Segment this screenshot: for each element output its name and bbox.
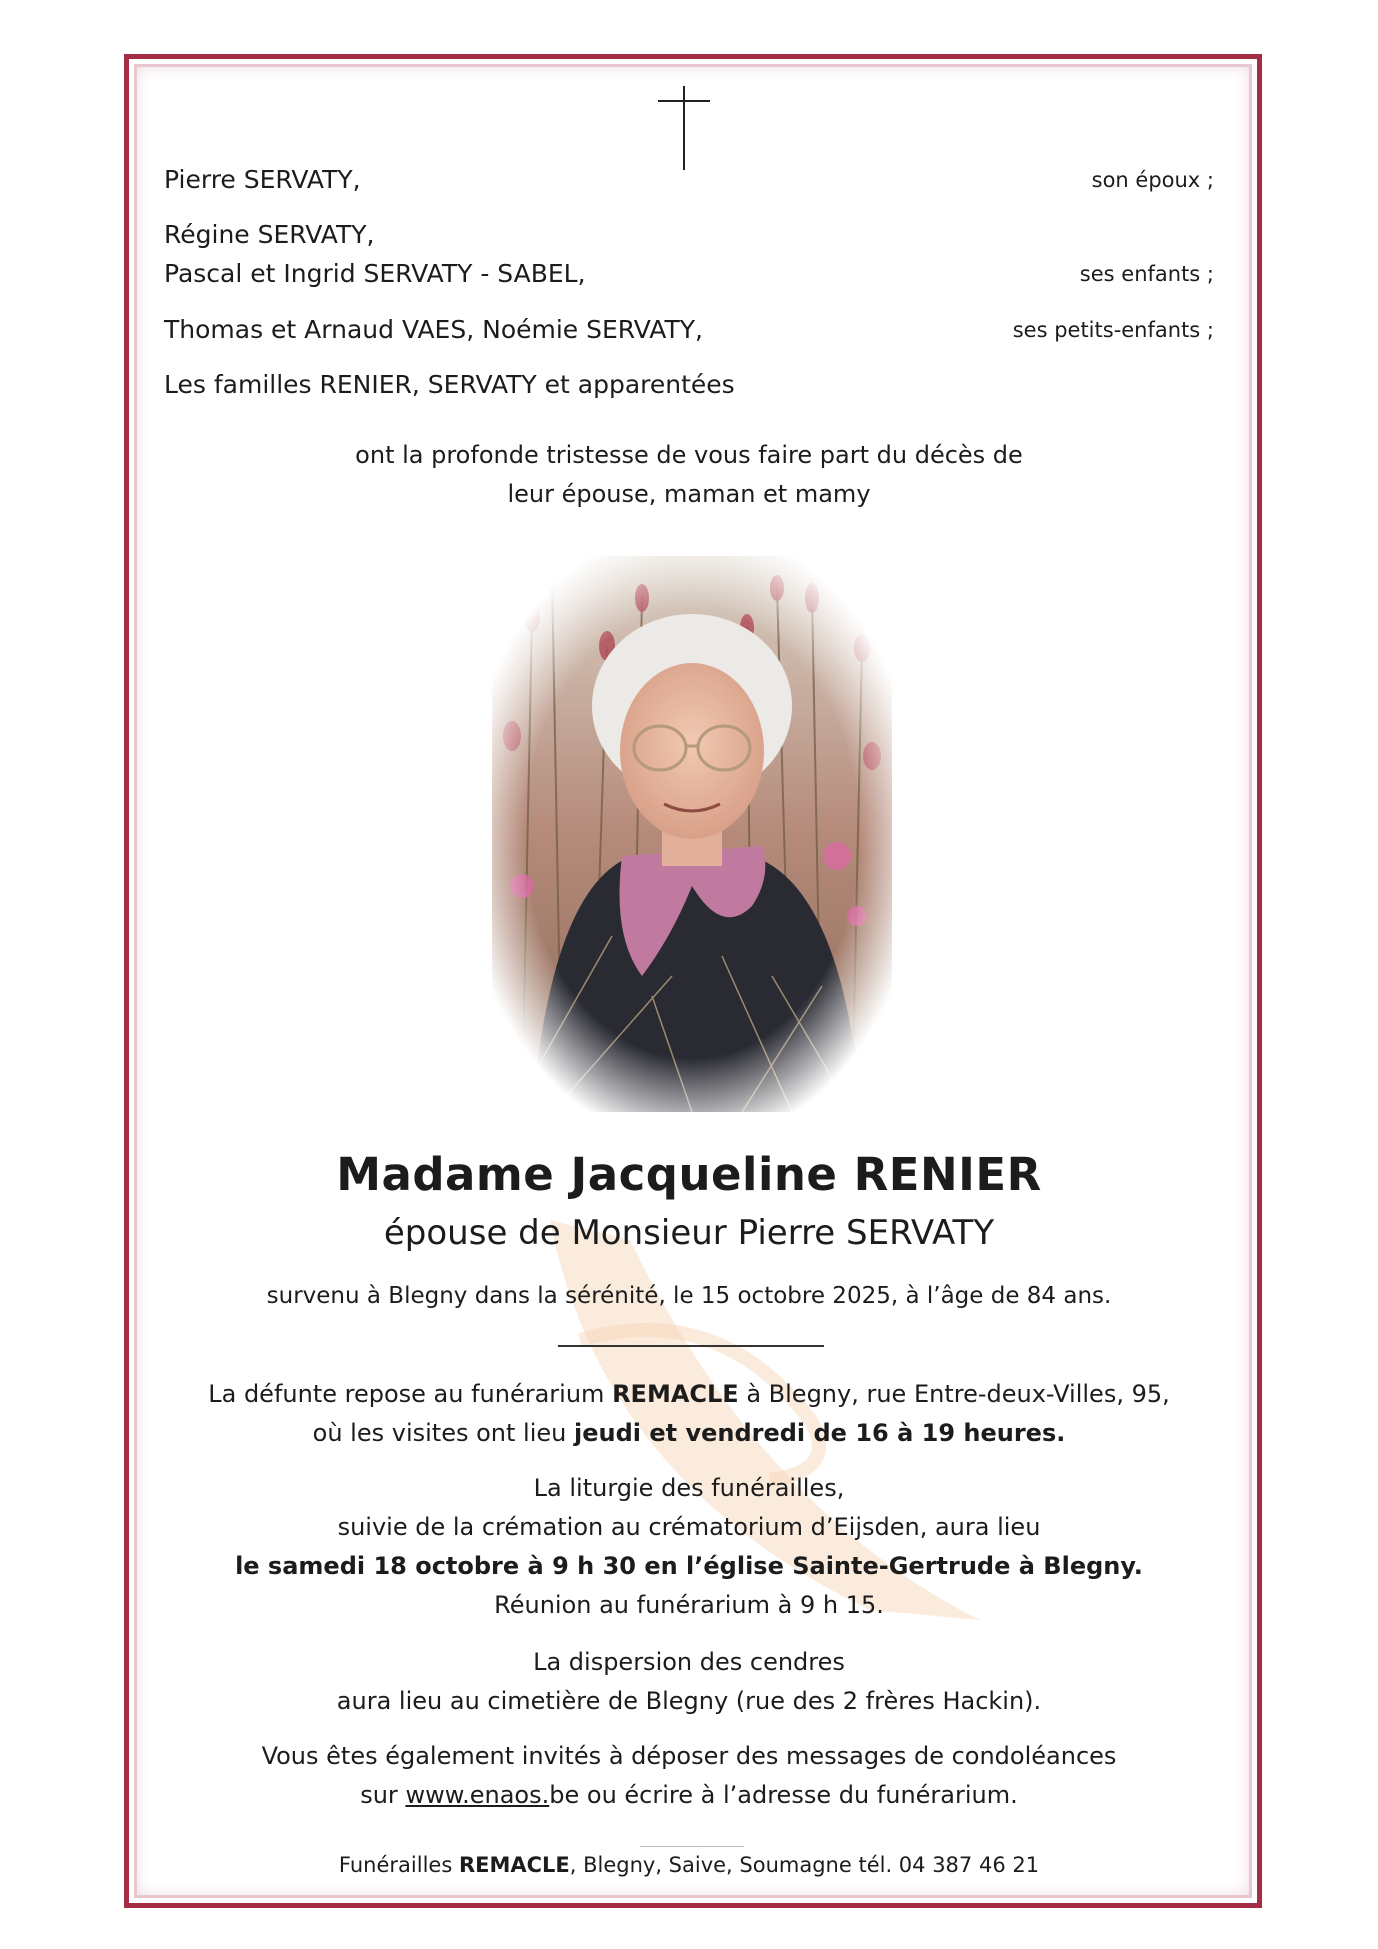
enaos-link[interactable]: www.enaos. xyxy=(405,1781,550,1809)
family-names: Pascal et Ingrid SERVATY - SABEL, xyxy=(164,259,586,288)
text: à Blegny, rue Entre-deux-Villes, 95, xyxy=(738,1380,1170,1408)
intro-line-2: leur épouse, maman et mamy xyxy=(507,480,871,508)
family-names: Pierre SERVATY, xyxy=(164,165,361,194)
family-names: Thomas et Arnaud VAES, Noémie SERVATY, xyxy=(164,315,703,344)
intro-line-1: ont la profonde tristesse de vous faire part du décès de xyxy=(355,441,1023,469)
family-row-child-2 xyxy=(164,256,1214,292)
funeral-home-name: REMACLE xyxy=(612,1380,739,1408)
funeral-line-1: La liturgie des funérailles, xyxy=(533,1474,845,1502)
family-row-child-1 xyxy=(164,217,1214,253)
funeral-line-2: suivie de la crémation au crématorium d’Eijsden, aura lieu xyxy=(337,1513,1041,1541)
family-row-grandchildren xyxy=(164,312,1214,348)
family-names: Les familles RENIER, SERVATY et apparentées xyxy=(164,370,735,399)
funeral-line-3: le samedi 18 octobre à 9 h 30 en l’église Sainte-Gertrude à Blegny. xyxy=(235,1552,1143,1580)
family-names: Régine SERVATY, xyxy=(164,220,375,249)
deceased-spouse: épouse de Monsieur Pierre SERVATY xyxy=(383,1213,995,1253)
separator-line xyxy=(558,1345,824,1347)
ashes-line-2: aura lieu au cimetière de Blegny (rue des 2 frères Hackin). xyxy=(336,1687,1042,1715)
deceased-name: Madame Jacqueline RENIER xyxy=(336,1148,1042,1201)
visitation-line-1 xyxy=(150,1375,1228,1414)
text: , Blegny, Saive, Soumagne tél. 04 387 46 21 xyxy=(569,1853,1040,1877)
visitation-line-2 xyxy=(150,1414,1228,1453)
footer xyxy=(150,1853,1228,1877)
footer-funeral-home: REMACLE xyxy=(458,1853,570,1877)
text: Funérailles xyxy=(338,1853,459,1877)
family-relation: ses petits-enfants ; xyxy=(1012,318,1214,342)
text: be ou écrire à l’adresse du funérarium. xyxy=(549,1781,1018,1809)
funeral-line-4: Réunion au funérarium à 9 h 15. xyxy=(494,1591,884,1619)
cross-icon xyxy=(658,86,710,170)
family-row-families xyxy=(164,367,1214,403)
death-notice: survenu à Blegny dans la sérénité, le 15 octobre 2025, à l’âge de 84 ans. xyxy=(266,1283,1112,1309)
family-row-spouse xyxy=(164,162,1214,198)
text: où les visites ont lieu xyxy=(312,1419,574,1447)
condolences-line-1: Vous êtes également invités à déposer des messages de condoléances xyxy=(261,1742,1117,1770)
footer-separator xyxy=(640,1846,744,1847)
ashes-line-1: La dispersion des cendres xyxy=(533,1648,845,1676)
text: sur xyxy=(360,1781,406,1809)
family-relation: ses enfants ; xyxy=(1079,262,1214,286)
portrait-photo xyxy=(492,556,892,1112)
condolences-line-2 xyxy=(150,1776,1228,1815)
visitation-hours: jeudi et vendredi de 16 à 19 heures. xyxy=(573,1419,1066,1447)
family-relation: son époux ; xyxy=(1091,168,1214,192)
text: La défunte repose au funérarium xyxy=(208,1380,613,1408)
